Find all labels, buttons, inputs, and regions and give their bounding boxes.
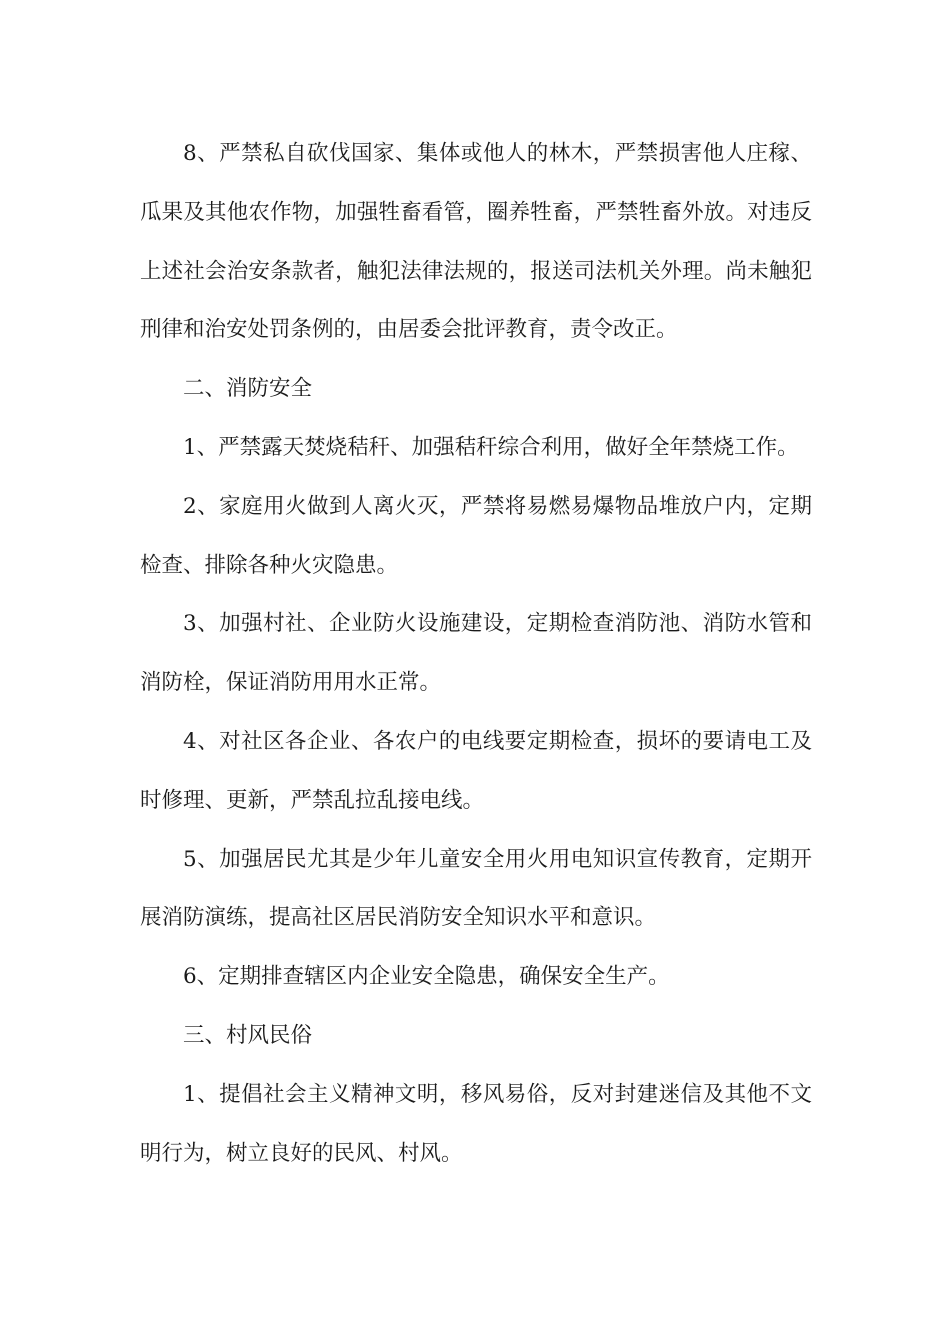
section-heading-village-customs: 三、村风民俗 — [183, 1022, 313, 1048]
document-body — [140, 125, 812, 1183]
paragraph-fire-5: 5、加强居民尤其是少年儿童安全用火用电知识宣传教育，定期开展消防演练，提高社区居民消防安全知识水平和意识。 — [140, 846, 812, 931]
paragraph-fire-3: 3、加强村社、企业防火设施建设，定期检查消防池、消防水管和消防栓，保证消防用用水正常。 — [140, 611, 812, 696]
paragraph-fire-1: 1、严禁露天焚烧秸秆、加强秸秆综合利用，做好全年禁烧工作。 — [183, 434, 799, 460]
section-heading-fire-safety: 二、消防安全 — [183, 376, 313, 402]
paragraph-item-8: 8、严禁私自砍伐国家、集体或他人的林木，严禁损害他人庄稼、瓜果及其他农作物，加强牲畜看管，圈养牲畜，严禁牲畜外放。对违反上述社会治安条款者，触犯法律法规的，报送司法机关外理。尚未触犯刑律和治安处罚条例的，由居委会批评教育，责令改正。 — [140, 141, 812, 343]
paragraph-fire-6: 6、定期排查辖区内企业安全隐患，确保安全生产。 — [183, 964, 670, 990]
paragraph-fire-4: 4、对社区各企业、各农户的电线要定期检查，损坏的要请电工及时修理、更新，严禁乱拉乱接电线。 — [140, 728, 812, 813]
paragraph-customs-1: 1、提倡社会主义精神文明，移风易俗，反对封建迷信及其他不文明行为，树立良好的民风、村风。 — [140, 1081, 812, 1166]
paragraph-fire-2: 2、家庭用火做到人离火灭，严禁将易燃易爆物品堆放户内，定期检查、排除各种火灾隐患。 — [140, 493, 812, 578]
